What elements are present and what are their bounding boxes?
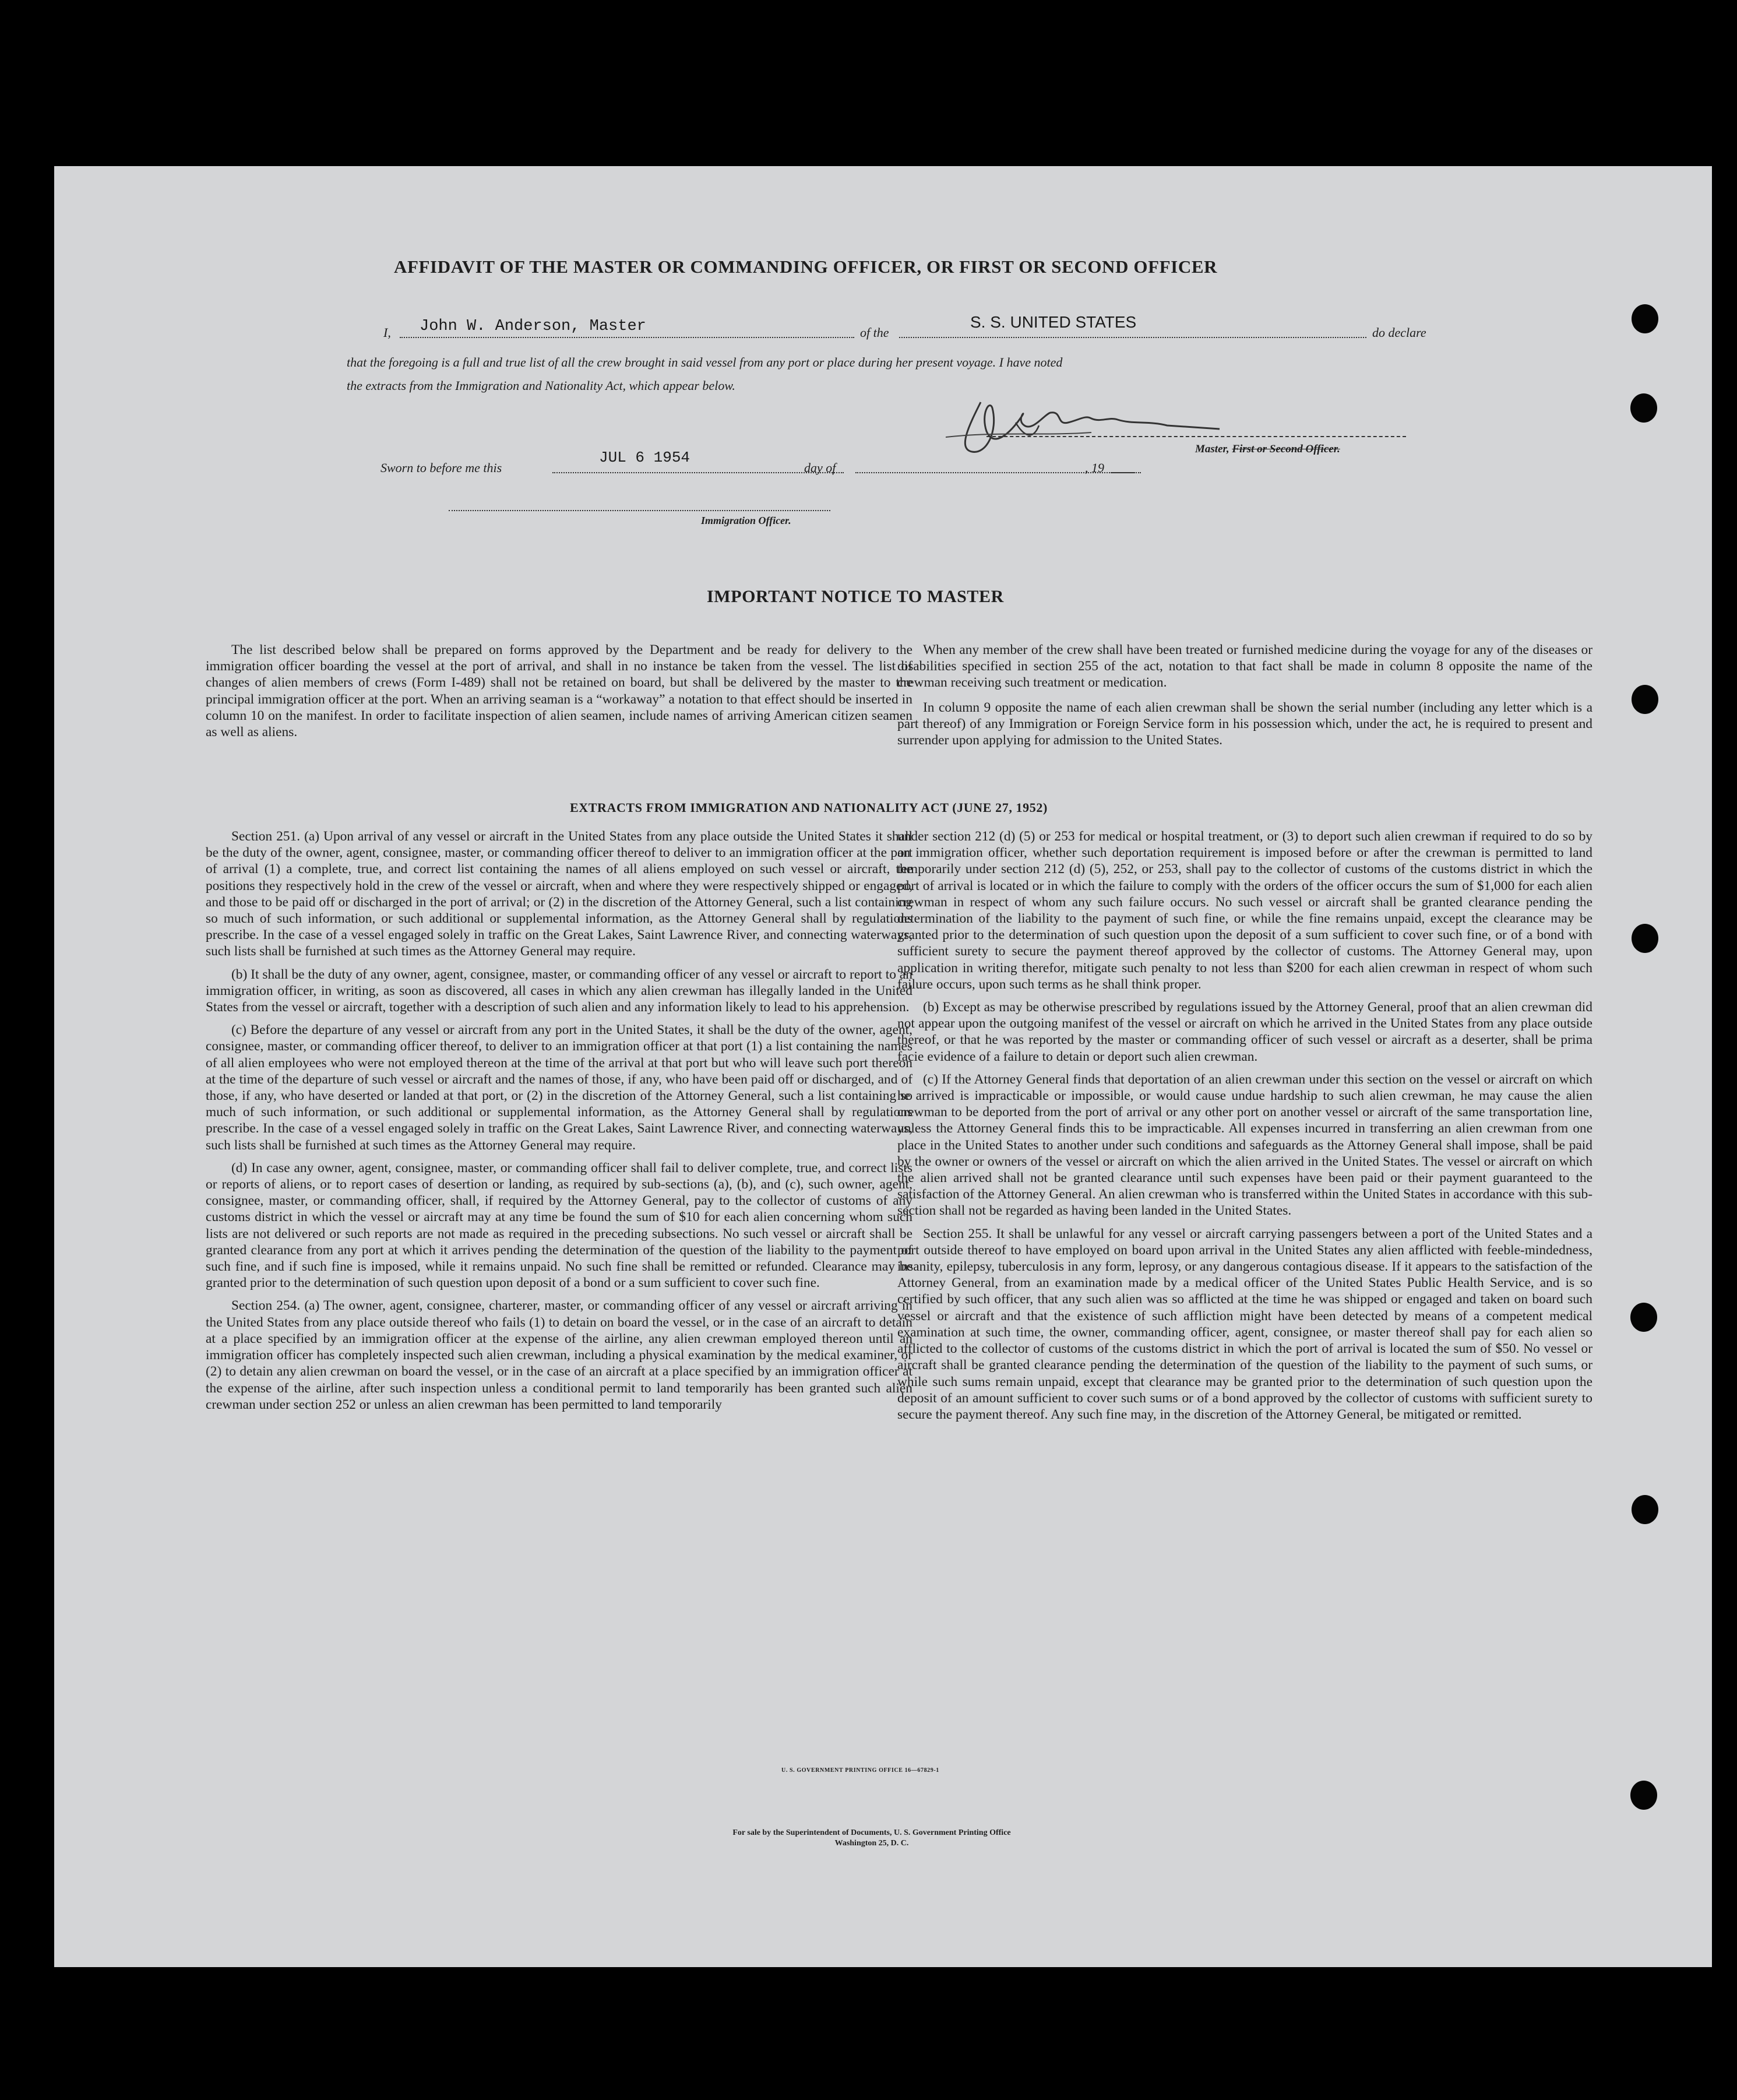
affidavit-title: AFFIDAVIT OF THE MASTER OR COMMANDING OFFICER, OR FIRST OR SECOND OFFICER <box>394 256 1218 277</box>
punch-hole <box>1632 685 1658 714</box>
sworn-date-underline <box>552 472 844 473</box>
vessel-underline <box>899 337 1366 338</box>
year-prefix: , 19 <box>1085 460 1104 475</box>
sale-notice <box>668 1828 1076 1849</box>
notice-title: IMPORTANT NOTICE TO MASTER <box>707 587 1004 606</box>
section-255: Section 255. It shall be unlawful for any vessel or aircraft carrying passengers between a port of the United States and a port outside thereof to have employed on board upon arrival in the United States any alien afflicted with feeble-mindedness, insanity, epilepsy, tuberculosis in any form, leprosy, or any dangerous contagious disease. If it appears to the satisfaction of the Attorney General, from an examination made by a medical officer of the United States Public Health Service, and is so certified by such officer, that any such alien was so afflicted at the time he was shipped or engaged and taken on board such vessel or aircraft and that the existence of such affliction might have been detected by means of a competent medical examination at such time, the owner, commanding officer, agent, consignee, or master thereof shall pay for each alien so afflicted to the collector of customs of the customs district in which the port of arrival is located the sum of $50. No vessel or aircraft shall be granted clearance pending the determination of the question of the liability to the payment of such sums, or while such sums remain unpaid, except that clearance may be granted prior to the determination of such question upon the deposit of an amount sufficient to cover such sums or of a bond approved by the collector of customs with sufficient surety to secure the payment thereof. Any such fine may, in the discretion of the Attorney General, be mitigated or remitted. <box>897 1226 1592 1422</box>
form-page <box>54 166 1712 1967</box>
vessel-name: S. S. UNITED STATES <box>970 313 1137 331</box>
extracts-right-column <box>897 828 1592 1429</box>
punch-hole <box>1632 304 1658 333</box>
punch-hole <box>1630 1303 1657 1332</box>
punch-hole <box>1632 1495 1658 1524</box>
punch-hole <box>1630 393 1657 423</box>
master-name: John W. Anderson, Master <box>420 318 646 335</box>
year-underline <box>1111 472 1141 473</box>
officer-underline <box>449 510 830 511</box>
master-title: Master, <box>1195 443 1229 455</box>
punch-hole <box>1630 1781 1657 1810</box>
signature-title <box>1195 443 1340 456</box>
notice-left-paragraph: The list described below shall be prepared on forms approved by the Department and be ready for delivery to the immigration officer boarding the vessel at the port of arrival, and shall in no instance be taken from the vessel. The list of changes of alien members of crews (Form I-489) shall not be retained on board, but shall be delivered by the master to the principal immigration officer at the port. When an arriving seaman is a “workaway” a notation to that effect should be inserted in column 10 on the manifest. In order to facilitate inspection of alien seamen, include names of arriving American citizen seamen as well as aliens. <box>206 642 912 740</box>
section-251-c: (c) Before the departure of any vessel or aircraft from any port in the United States, it shall be the duty of the owner, agent, consignee, master, or commanding officer thereof, to deliver to an immigration officer at that port (1) a list containing the names of all alien employees who were not employed thereon at the time of the arrival at that port but who will leave such port thereon at the time of the departure of such vessel or aircraft and the names of those, if any, who have been paid off or discharged, and of those, if any, who have deserted or landed at that port, or (2) in the discretion of the Attorney General, such a list containing so much of such information, or such additional or supplemental information, as the Attorney General shall by regulations prescribe. In the case of a vessel engaged solely in traffic on the Great Lakes, Saint Lawrence River, and connecting waterways, such lists shall be furnished at such times as the Attorney General may require. <box>206 1022 912 1153</box>
declaration-line-2: the extracts from the Immigration and Nationality Act, which appear below. <box>347 378 735 393</box>
do-declare-label: do declare <box>1372 325 1426 340</box>
notice-right-column <box>897 642 1592 755</box>
printing-office-line: U. S. GOVERNMENT PRINTING OFFICE 16—67829-1 <box>781 1767 939 1774</box>
punch-hole <box>1632 924 1658 953</box>
sworn-label: Sworn to before me this <box>380 460 502 475</box>
notice-right-paragraph-1: When any member of the crew shall have been treated or furnished medicine during the voyage for any of the diseases or disabilities specified in section 255 of the act, notation to that fact shall be made in column 8 opposite the name of the crewman receiving such treatment or medication. <box>897 642 1592 691</box>
sale-line-1: For sale by the Superintendent of Documents, U. S. Government Printing Office <box>732 1828 1011 1837</box>
of-the-label: of the <box>860 325 889 340</box>
i-label: I, <box>383 325 391 340</box>
section-254-b: (b) Except as may be otherwise prescribed by regulations issued by the Attorney General, proof that an alien crewman did not appear upon the outgoing manifest of the vessel or aircraft on which he arrived in the United States from any place outside thereof, or that he was reported by the master or commanding officer of such vessel or aircraft as a deserter, shall be prima facie evidence of a failure to detain or deport such alien crewman. <box>897 1000 1592 1064</box>
declaration-line-1: that the foregoing is a full and true list of all the crew brought in said vessel from any port or place during her present voyage. I have noted <box>347 355 1063 370</box>
notice-left-column <box>206 642 912 747</box>
officer-title-struck: First or Second Officer. <box>1232 443 1340 455</box>
signature-underline <box>986 436 1406 437</box>
section-251-d: (d) In case any owner, agent, consignee, master, or commanding officer shall fail to deliver complete, true, and correct lists or reports of aliens, or to report cases of desertion or landing, as required by sub-sections (a), (b), and (c), such owner, agent, consignee, master, or commanding officer, shall, if required by the Attorney General, pay to the collector of customs of any customs district in which the vessel or aircraft may at any time be found the sum of $10 for each alien concerning whom such lists are not delivered or such reports are not made as required in the preceding subsections. No such vessel or aircraft shall be granted clearance from any port at which it arrives pending the determination of the question of the liability to the payment of such fine, and if such fine is imposed, while it remains unpaid. No such fine shall be remitted or refunded. Clearance may be granted prior to the determination of such question upon deposit of a bond or a sum sufficient to cover such fine. <box>206 1160 912 1291</box>
name-underline <box>400 337 854 338</box>
section-251-a: Section 251. (a) Upon arrival of any vessel or aircraft in the United States from any place outside the United States it shall be the duty of the owner, agent, consignee, master, or commanding officer thereof to deliver to an immigration officer at the port of arrival (1) a complete, true, and correct list containing the names of all aliens employed on such vessel or aircraft, the positions they respectively hold in the crew of the vessel or aircraft, when and where they were respectively shipped or engaged, and those to be paid off or discharged in the port of arrival; or (2) in the discretion of the Attorney General, such a list containing so much of such information, or such additional or supplemental information, as the Attorney General shall by regulations prescribe. In the case of a vessel engaged solely in traffic on the Great Lakes, Saint Lawrence River, and connecting waterways, such lists shall be furnished at such times as the Attorney General may require. <box>206 829 912 959</box>
section-254-a-continued: under section 212 (d) (5) or 253 for medical or hospital treatment, or (3) to deport such alien crewman if required to do so by an immigration officer, whether such deportation requirement is imposed before or after the crewman is permitted to land temporarily under section 212 (d) (5), 252, or 253, shall pay to the collector of customs of the customs district in which the port of arrival is located or in which the failure to comply with the orders of the officer occurs the sum of $1,000 for each alien crewman in respect of whom any such failure occurs. No such vessel or aircraft shall be granted clearance pending the determination of the liability to the payment of such fine, or while the fine remains unpaid, except the clearance may be granted prior to the determination of such question upon the deposit of a sum sufficient to cover such fine, or of a bond with sufficient surety to secure the payment thereof approved by the collector of customs. The Attorney General may, upon application in writing therefor, mitigate such penalty to not less than $200 for each alien crewman in respect of whom such failure occurs, upon such terms as he shall think proper. <box>897 829 1592 992</box>
sale-line-2: Washington 25, D. C. <box>834 1839 909 1848</box>
officer-label: Immigration Officer. <box>701 515 791 526</box>
extracts-left-column <box>206 828 912 1419</box>
sworn-date: JUL 6 1954 <box>599 449 690 466</box>
section-254-a: Section 254. (a) The owner, agent, consignee, charterer, master, or commanding officer of any vessel or aircraft arriving in the United States from any place outside thereof who fails (1) to detain on board the vessel, or in the case of an aircraft to detain at a place specified by an immigration officer at the expense of the airline, any alien crewman employed thereon until an immigration officer has completely inspected such alien crewman, including a physical examination by the medical examiner, or (2) to detain any alien crewman on board the vessel, or in the case of an aircraft at a place specified by an immigration officer at the expense of the airline, after such inspection unless a conditional permit to land temporarily has been granted such alien crewman under section 252 or unless an alien crewman has been permitted to land temporarily <box>206 1298 912 1412</box>
day-of-label: day of <box>804 460 836 475</box>
notice-right-paragraph-2: In column 9 opposite the name of each alien crewman shall be shown the serial number (including any letter which is a part thereof) of any Immigration or Foreign Service form in his possession which, under the act, he is required to present and surrender upon applying for admission to the United States. <box>897 699 1592 748</box>
section-254-c: (c) If the Attorney General finds that deportation of an alien crewman under this section on the vessel or aircraft on which he arrived is impracticable or impossible, or would cause undue hardship to such alien crewman, he may cause the alien crewman to be deported from the port of arrival or any other port on another vessel or aircraft of the same transportation line, unless the Attorney General finds this to be impracticable. All expenses incurred in transferring an alien crewman from one place in the United States to another under such conditions and safeguards as the Attorney General shall impose, shall be paid by the owner or owners of the vessel or aircraft on which the alien arrived in the United States. The vessel or aircraft on which the alien arrived shall not be granted clearance until such expenses have been paid or their payment guaranteed to the satisfaction of the Attorney General. An alien crewman who is transferred within the United States in accordance with this sub-section shall not be regarded as having been landed in the United States. <box>897 1071 1592 1219</box>
extracts-title: EXTRACTS FROM IMMIGRATION AND NATIONALITY ACT (JUNE 27, 1952) <box>570 800 1048 815</box>
section-251-b: (b) It shall be the duty of any owner, agent, consignee, master, or commanding officer of any vessel or aircraft to report to an immigration officer, in writing, as soon as discovered, all cases in which any alien crewman has illegally landed in the United States from the vessel or aircraft, together with a description of such alien and any information likely to lead to his apprehension. <box>206 966 912 1015</box>
